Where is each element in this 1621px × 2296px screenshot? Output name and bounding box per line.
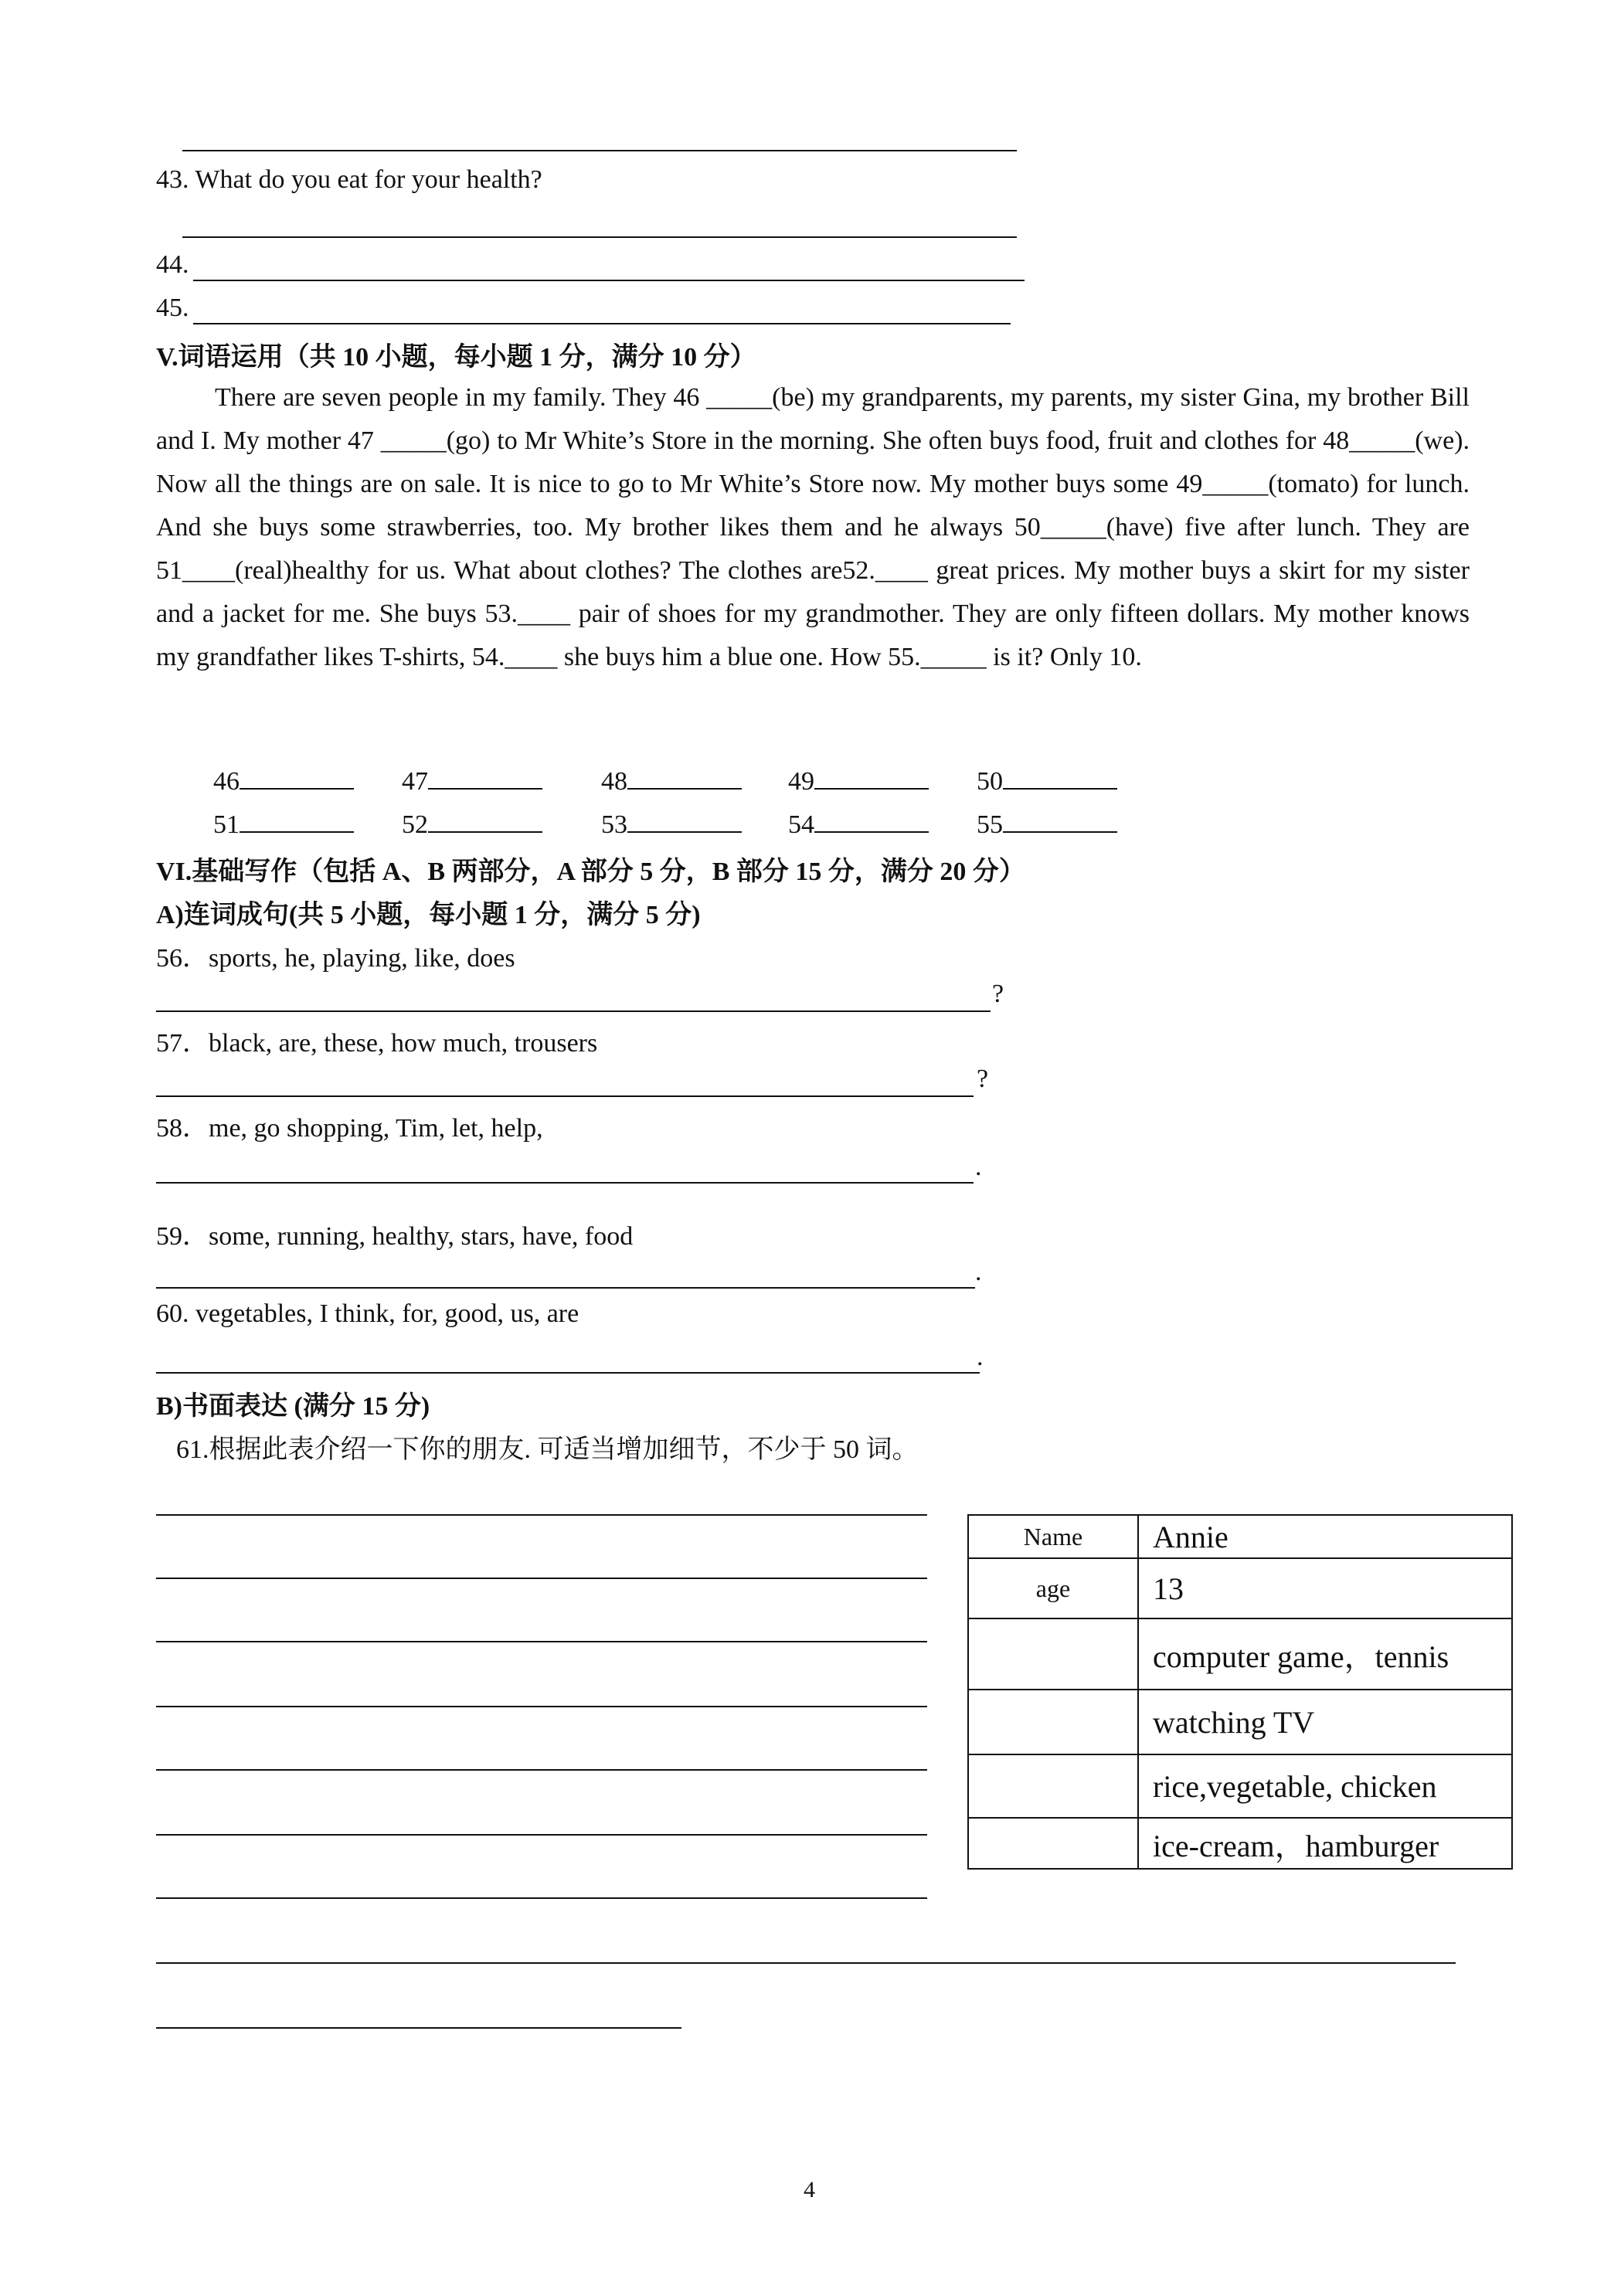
answer-line-56[interactable] — [156, 1010, 991, 1012]
table-label-cell — [968, 1754, 1138, 1818]
answer-blank-55 — [977, 807, 1117, 840]
answer-number: 52 — [402, 810, 428, 839]
answer-blank-line[interactable] — [240, 807, 354, 833]
table-label-cell — [968, 1618, 1138, 1690]
question-59: 59．some, running, healthy, stars, have, food — [156, 1222, 634, 1251]
table-value-cell: ice-cream，hamburger — [1138, 1818, 1512, 1869]
answer-blank-52 — [402, 807, 542, 840]
part-b-prompt: 61.根据此表介绍一下你的朋友. 可适当增加细节，不少于 50 词。 — [176, 1435, 919, 1464]
answer-number: 48 — [601, 767, 627, 796]
question-59-end-mark: . — [975, 1258, 982, 1286]
answer-blank-line[interactable] — [428, 807, 542, 833]
answer-blank-51 — [213, 807, 354, 840]
table-row — [968, 1618, 1512, 1690]
answer-blank-54 — [788, 807, 929, 840]
question-43: 43. What do you eat for your health? — [156, 165, 542, 194]
writing-line[interactable] — [156, 1834, 927, 1836]
table-value-cell: computer game，tennis — [1138, 1618, 1512, 1690]
question-60-end-mark: . — [977, 1343, 984, 1371]
part-a-heading: A)连词成句(共 5 小题，每小题 1 分，满分 5 分) — [156, 901, 701, 929]
answer-line-42[interactable] — [182, 150, 1017, 151]
writing-line[interactable] — [156, 1641, 927, 1642]
table-row — [968, 1690, 1512, 1754]
answer-line-57[interactable] — [156, 1095, 974, 1097]
answer-number: 49 — [788, 767, 814, 796]
table-row — [968, 1558, 1512, 1618]
answer-number: 46 — [213, 767, 240, 796]
table-value-cell: 13 — [1138, 1558, 1512, 1618]
answer-blank-line[interactable] — [240, 763, 354, 790]
section-5-passage — [156, 376, 1470, 679]
answer-number: 47 — [402, 767, 428, 796]
answer-blank-49 — [788, 763, 929, 796]
answer-blank-line[interactable] — [1003, 807, 1117, 833]
answer-line-58[interactable] — [156, 1182, 974, 1184]
answer-blank-47 — [402, 763, 542, 796]
answer-number: 50 — [977, 767, 1003, 796]
answer-line-45[interactable] — [193, 323, 1011, 324]
answer-line-44[interactable] — [193, 280, 1025, 281]
writing-line[interactable] — [156, 1769, 927, 1771]
question-56-end-mark: ? — [992, 980, 1004, 1008]
answer-blank-line[interactable] — [814, 763, 929, 790]
table-value-cell: rice,vegetable, chicken — [1138, 1754, 1512, 1818]
table-row — [968, 1515, 1512, 1558]
answer-number: 53 — [601, 810, 627, 839]
answer-line-60[interactable] — [156, 1372, 980, 1374]
answer-number: 55 — [977, 810, 1003, 839]
part-b-heading: B)书面表达 (满分 15 分) — [156, 1392, 430, 1421]
question-58-end-mark: . — [975, 1153, 982, 1181]
writing-line[interactable] — [156, 1578, 927, 1579]
question-45-number: 45. — [156, 294, 189, 322]
passage-text: There are seven people in my family. They 46 _____(be) my grandparents, my parents, my sister Gina, my brother Bill and I. My mother 47 _____(go) to Mr White’s Store in the morning. She often buys food, fruit and clothes for 48_____(we). Now all the things are on sale. It is nice to go to Mr White’s Store now. My mother buys some 49_____(tomato) for lunch. And she buys some strawberries, too. My brother likes them and he always 50_____(have) five after lunch. They are 51____(real)healthy for us. What about clothes? The clothes are52.____ great prices. My mother buys a skirt for my sister and a jacket for me. She buys 53.____ pair of shoes for my grandmother. They are only fifteen dollars. My mother knows my grandfather likes T-shirts, 54.____ she buys him a blue one. How 55._____ is it? Only 10. — [156, 383, 1470, 671]
answer-blank-53 — [601, 807, 742, 840]
writing-line[interactable] — [156, 2027, 681, 2029]
answer-line-43[interactable] — [182, 236, 1017, 238]
table-row — [968, 1754, 1512, 1818]
question-58: 58．me, go shopping, Tim, let, help, — [156, 1114, 543, 1143]
table-label-cell — [968, 1690, 1138, 1754]
table-value-cell: watching TV — [1138, 1690, 1512, 1754]
answer-line-59[interactable] — [156, 1287, 975, 1289]
question-57: 57．black, are, these, how much, trousers — [156, 1029, 598, 1058]
answer-blank-line[interactable] — [428, 763, 542, 790]
question-57-end-mark: ? — [977, 1065, 989, 1093]
table-label-cell — [968, 1818, 1138, 1869]
writing-line[interactable] — [156, 1962, 1456, 1964]
question-60: 60. vegetables, I think, for, good, us, are — [156, 1299, 579, 1328]
friend-info-table — [967, 1514, 1513, 1870]
answer-number: 54 — [788, 810, 814, 839]
section-6-heading: VI.基础写作（包括 A、B 两部分，A 部分 5 分，B 部分 15 分，满分 20 分） — [156, 858, 1025, 886]
table-value-cell: Annie — [1138, 1515, 1512, 1558]
writing-line[interactable] — [156, 1706, 927, 1707]
answer-blank-line[interactable] — [627, 807, 742, 833]
answer-blank-line[interactable] — [814, 807, 929, 833]
table-label-cell: age — [968, 1558, 1138, 1618]
page-number: 4 — [804, 2177, 815, 2203]
writing-line[interactable] — [156, 1897, 927, 1899]
section-5-heading: V.词语运用（共 10 小题，每小题 1 分，满分 10 分） — [156, 343, 756, 372]
table-label-cell: Name — [968, 1515, 1138, 1558]
answer-blank-line[interactable] — [627, 763, 742, 790]
question-56: 56．sports, he, playing, like, does — [156, 944, 515, 973]
answer-blank-line[interactable] — [1003, 763, 1117, 790]
answer-blank-50 — [977, 763, 1117, 796]
table-row — [968, 1818, 1512, 1869]
answer-blank-46 — [213, 763, 354, 796]
answer-number: 51 — [213, 810, 240, 839]
answer-blank-48 — [601, 763, 742, 796]
question-44-number: 44. — [156, 250, 189, 279]
writing-line[interactable] — [156, 1514, 927, 1516]
